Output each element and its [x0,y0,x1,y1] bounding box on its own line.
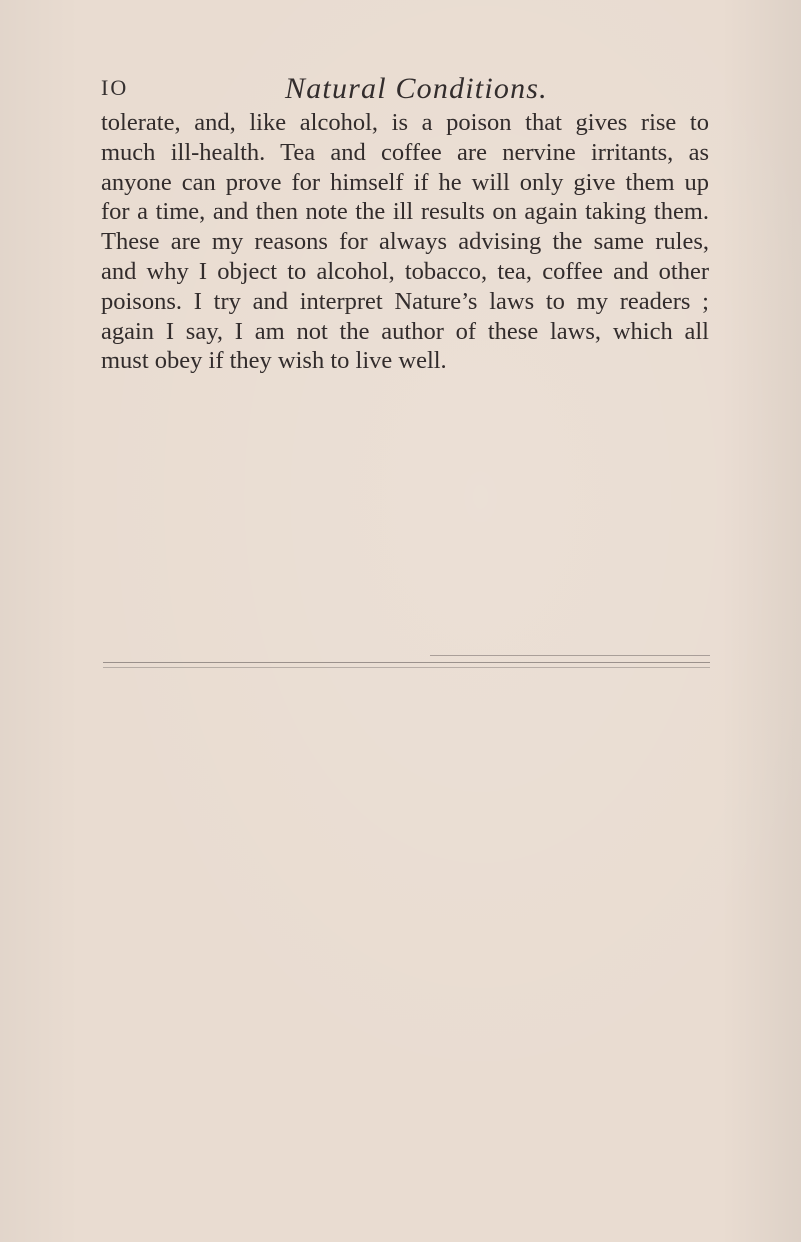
text-line: for a time, and then note the ill results on again taking them. [101,198,709,226]
text-line: again I say, I am not the author of these laws, which all [101,317,709,345]
body-paragraph [101,108,709,376]
running-title: Natural Conditions. [285,72,548,105]
text-line: poisons. I try and interpret Nature’s laws to my readers ; [101,287,709,315]
page-number: IO [101,75,129,100]
text-line: and why I object to alcohol, tobacco, tea, coffee and other [101,257,709,285]
section-end-rule [103,662,710,663]
text-line: much ill-health. Tea and coffee are nervine irritants, as [101,138,709,166]
running-head [101,72,761,112]
section-end-rule [430,655,710,656]
text-line: must obey if they wish to live well. [101,347,447,375]
text-line: tolerate, and, like alcohol, is a poison that gives rise to [101,109,709,136]
text-line: anyone can prove for himself if he will only give them up [101,168,709,196]
text-line: These are my reasons for always advising the same rules, [101,228,709,256]
section-end-rule [103,667,710,668]
